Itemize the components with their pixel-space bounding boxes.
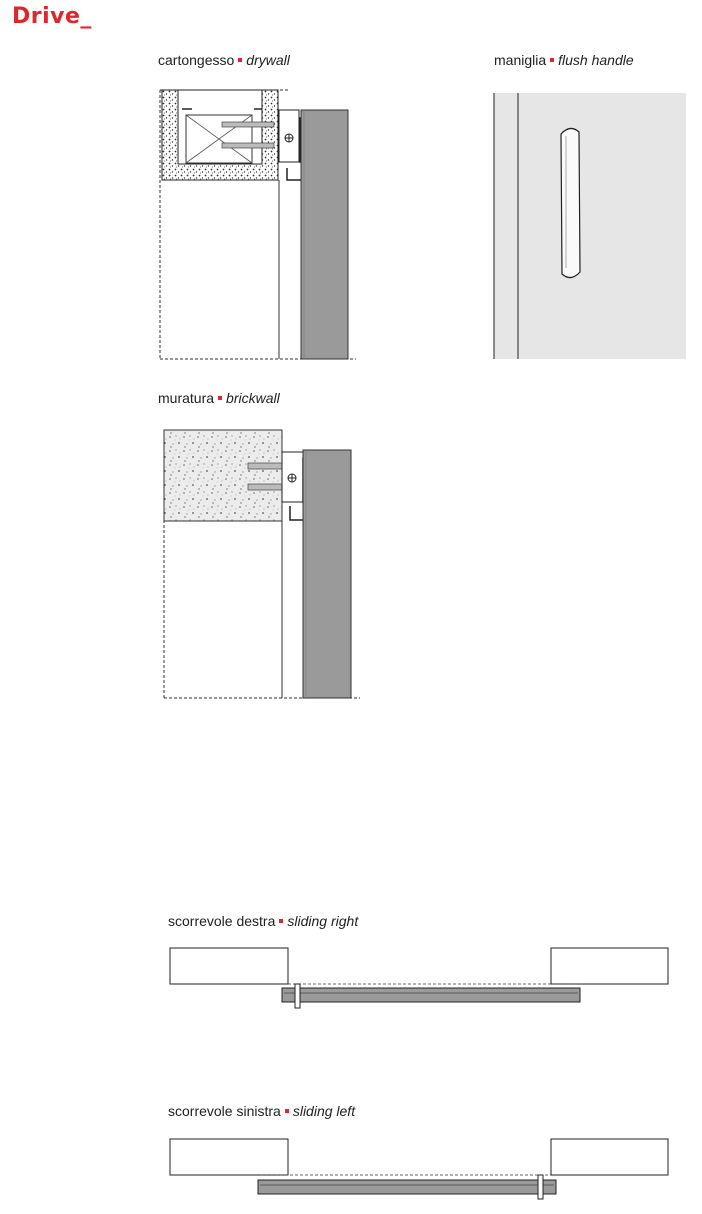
caption-brickwall-it: muratura [158,390,215,406]
drywall-diagram [160,90,356,360]
caption-sliding-right-en: sliding right [287,913,359,929]
sliding-left-diagram [170,1139,668,1199]
caption-drywall-en: drywall [246,52,290,68]
caption-sliding-left-it: scorrevole sinistra [168,1103,281,1119]
caption-drywall-it: cartongesso [158,52,235,68]
caption-sliding-left-en: sliding left [292,1103,356,1119]
handle-diagram [494,93,686,359]
sliding-right-diagram [170,948,668,1008]
caption-brickwall-en: brickwall [226,390,280,406]
brickwall-diagram [164,430,360,698]
caption-handle-it: maniglia [494,52,547,68]
caption-handle-en: flush handle [558,52,634,68]
brand-logo: Drive_ [12,4,92,29]
caption-sliding-right-it: scorrevole destra [168,913,276,929]
